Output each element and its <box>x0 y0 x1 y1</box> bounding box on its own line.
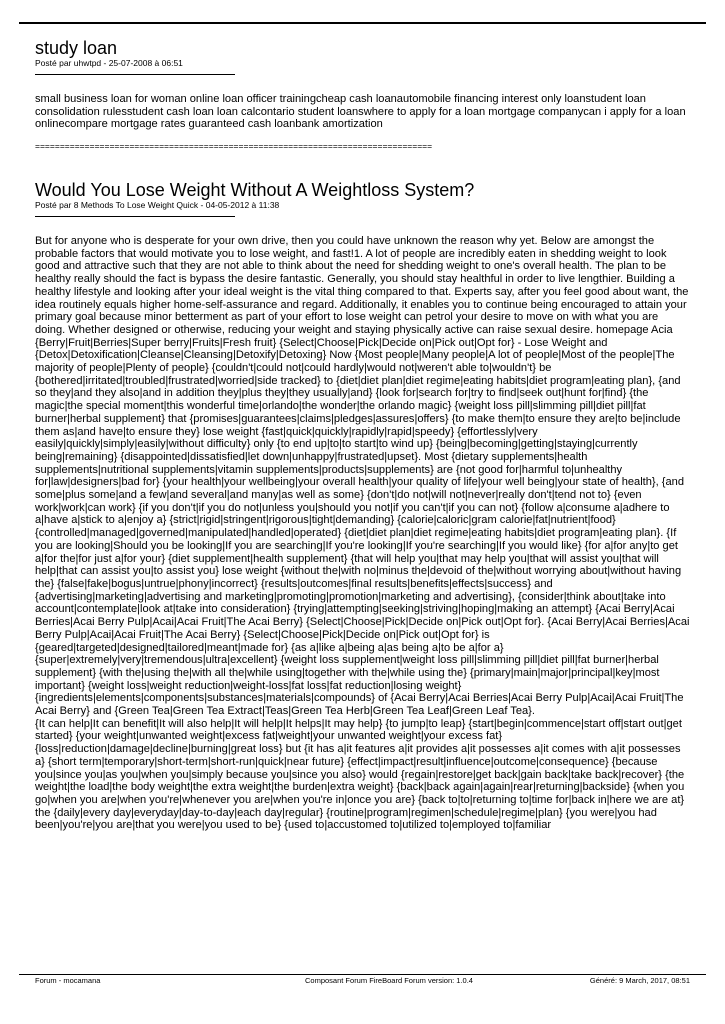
post-separator: ================================================================================ <box>35 141 433 152</box>
post-lose-weight <box>35 180 691 832</box>
footer-forum-name: Forum - mocamana <box>35 976 101 985</box>
header-rule <box>19 22 706 24</box>
footer-generated-date: Généré: 9 March, 2017, 08:51 <box>589 976 690 985</box>
post-meta: Posté par uhwtpd - 25-07-2008 à 06:51 <box>35 58 183 68</box>
post-body: But for anyone who is desperate for your own drive, then you could have unknown the reason why yet. Below are amongst the probable factors that would motivate you to lose weight, and fast!1. A lot of people are incredibly eaten in shedding weight to look good and attractive such that they are not able to think about the need for shedding weight to one's overall health. The plan to be healthy really should the fact is bypass the desire fantastic. Generally, you should stay healthful in order to live lengthier. Building a healthy lifestyle and looking after your ideal weight is the vital thing compared to that. Experts say, after you feel good about want, the idea routinely equals higher home-self-assurance and regard. Additionally, it enables you to continue being encouraged to attain your primary goal because minor betterment as part of your effort to lose weight can petrol your desire to move on with what you are doing. Whether designed or otherwise, reducing your weight and staying physically active can raise sexual desire. homepage Acia {Berry|Fruit|Berries|Super berry|Fruits|Fresh fruit} {Select|Choose|Pick|Decide on|Pick out|Opt for} - Lose Weight and {Detox|Detoxification|Cleanse|Cleansing|Detoxify|Detoxing} Now {Most people|Many people|A lot of people|Most of the people|The majority of people|Plenty of people} {couldn't|could not|could hardly|would not|weren't able to|wouldn't} be {bothered|irritated|troubled|frustrated|worried|side tracked} to {diet|diet plan|diet regime|eating habits|diet program|eating plan}, {and so they|and they also|and in addition they|plus they|they usually|and} {look for|search for|try to find|seek out|hunt for|find} {the magic|the special moment|this wonderful time|orlando|the wonder|the orlando magic} {weight loss pill|slimming pill|diet pill|fat burner|herbal supplement} that {promises|guarantees|claims|pledges|assures|offers} {to make them|to ensure they are|to be|include them as|and have|to ensure they} lose weight {fast|quick|quickly|rapidly|rapid|speedy} {effortlessly|very easily|quickly|simply|easily|without difficulty} only {to end up|to|to start|to wind up} {being|becoming|getting|staying|currently being|remaining} {disappointed|dissatisfied|let down|unhappy|frustrated|upset}. Most {dietary supplements|health supplements|nutritional supplements|vitamin supplements|products|supplements} are {not good for|harmful to|unhealthy for|law|designers|bad for} {your health|your wellbeing|your overall health|your quality of life|your well being|your state of health}, {and some|plus some|and a few|and several|and many|as well as some} {don't|do not|will not|never|really don't|tend not to} {even work|work|can work} {if you don't|if you do not|unless you|should you not|if you can't|if you can not} {follow a|consume a|adhere to a|have a|stick to a|enjoy a} {strict|rigid|stringent|rigorous|tight|demanding} {calorie|caloric|gram calorie|fat|nutrient|food} {controlled|managed|governed|manipulated|handled|operated} {diet|diet plan|diet regime|eating habits|diet program|eating plan}. {If you are looking|Should you be looking|If you are searching|If you're looking|If you're searching|If you would like} {for a|for any|to get a|for the|for just a|for your} {diet supplement|health supplement} {that will help you|that may help you|that will assist you|that will help|that can assist you|to assist you} lose weight {without the|with no|minus the|devoid of the|without worrying about|without having the} {false|fake|bogus|untrue|phony|incorrect} {results|outcomes|final results|benefits|effects|success} and {advertising|marketing|advertising and marketing|promoting|promotion|marketing and advertising}, {consider|think about|take into account|contemplate|look at|take into consideration} {trying|attempting|seeking|striving|hoping|making an attempt} {Acai Berry|Acai Berries|Acai Berry Pulp|Acai|Acai Fruit|The Acai Berry} {Select|Choose|Pick|Decide on|Pick out|Opt for}. {Acai Berry|Acai Berries|Acai Berry Pulp|Acai|Acai Fruit|The Acai Berry} {Select|Choose|Pick|Decide on|Pick out|Opt for} is {geared|targeted|designed|tailored|meant|made for} {as a|like a|being a|as being a|to be a|for a} {super|extremely|very|tremendous|ultra|excellent} {weight loss supplement|weight loss pill|slimming pill|diet pill|fat burner|herbal supplement} {with the|using the|with all the|while using|together with the|while using the} {primary|main|major|principal|key|most important} {weight loss|weight reduction|weight-loss|fat loss|fat reduction|losing weight} {ingredients|elements|components|substances|materials|compounds} of {Acai Berry|Acai Berries|Acai Berry Pulp|Acai|Acai Fruit|The Acai Berry} and {Green Tea|Green Tea Extract|Teas|Green Tea Herb|Green Tea Leaf|Green Leaf Tea}. {It can help|It can benefit|It will also help|It will help|It helps|It may help} {to jump|to leap} {start|begin|commence|start off|start out|get started} {your weight|unwanted weight|excess fat|weight|your unwanted weight|your excess fat} {loss|reduction|damage|decline|burning|great loss} but {it has a|it features a|it provides a|it possesses a|it comes with a|it possesses a} {short term|temporary|short-term|short-run|quick|near future} {effect|impact|result|influence|outcome|consequence} {because you|since you|as you|when you|simply because you|since you also} would {regain|restore|get back|gain back|take back|recover} {the weight|the load|the body weight|the extra weight|the burden|extra weight} {back|back again|again|rear|returning|backside} {when you go|when you are|when you're|whenever you are|when you're in|once you are} {back to|to|returning to|time for|back in|here we are at} the {daily|every day|everyday|day-to-day|each day|regular} {routine|program|regimen|schedule|regime|plan} {you were|you had been|you're|you are|that you were|you used to be} {used to|accustomed to|utilized to|employed to|familiar <box>35 235 690 832</box>
post-body: small business loan for woman online loan officer trainingcheap cash loanautomobile financing interest only loanstudent loan consolidation rulesstudent cash loan loan calcontario student loanswhere to apply for a loan mortgage companycan i apply for a loan onlinecompare mortgage rates guaranteed cash loanbank amortization <box>35 93 686 131</box>
footer-rule <box>19 974 706 975</box>
meta-underline <box>35 74 235 75</box>
meta-underline <box>35 216 235 217</box>
footer-component: Composant Forum FireBoard Forum version: 1.0.4 <box>305 976 473 985</box>
post-study-loan <box>35 38 691 151</box>
post-title: Would You Lose Weight Without A Weightloss System? <box>35 180 475 200</box>
post-title: study loan <box>35 38 118 58</box>
post-meta: Posté par 8 Methods To Lose Weight Quick - 04-05-2012 à 11:38 <box>35 200 280 210</box>
